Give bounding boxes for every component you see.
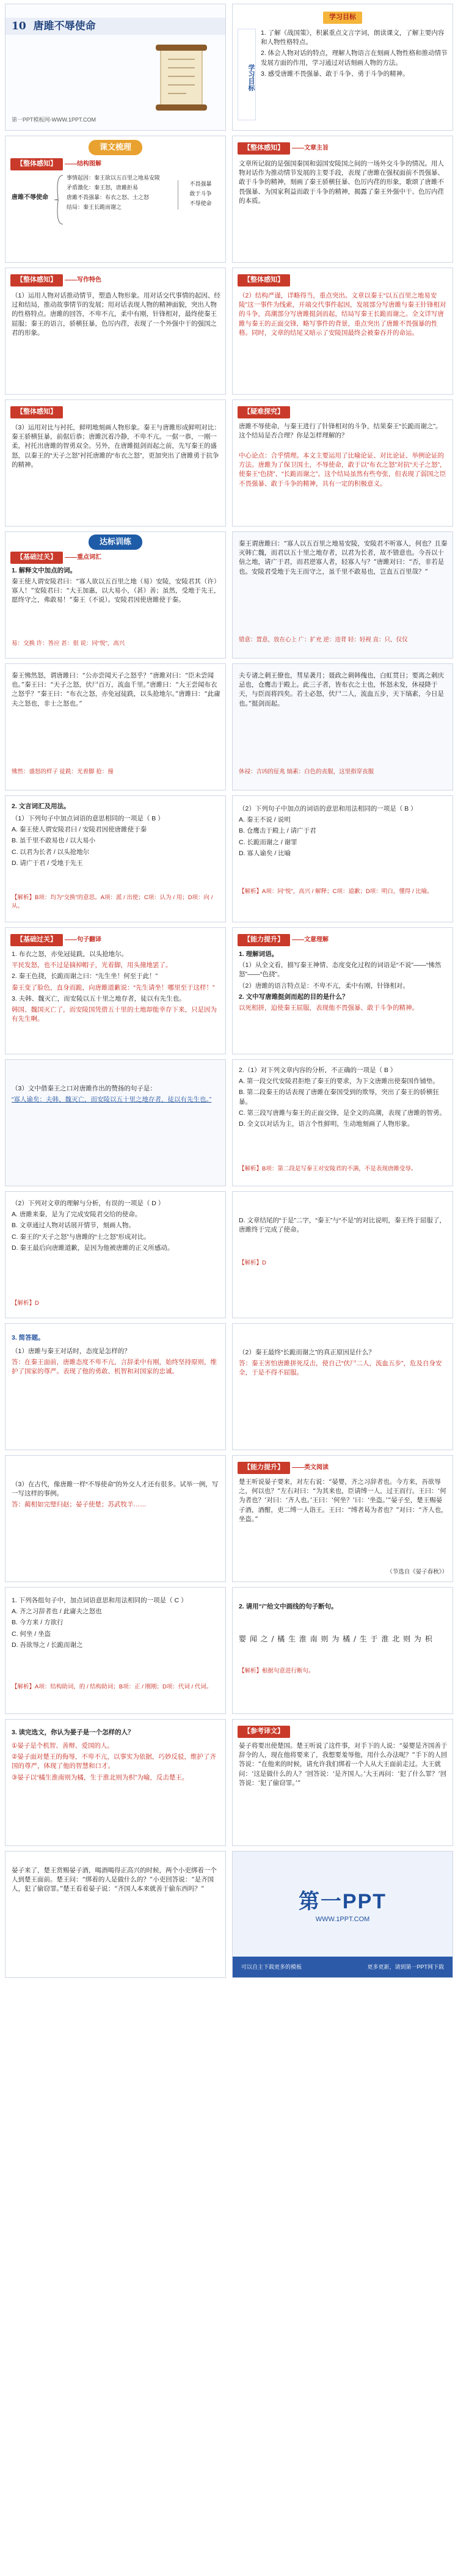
scroll-icon: [150, 41, 213, 114]
sentence-break: 婴 闻 之 / 橘 生 淮 南 则 为 橘 / 生 于 淮 北 则 为 枳: [239, 1635, 433, 1643]
choice-option: D. 请广于君 / 受地于先王: [12, 859, 83, 867]
choice-option: C. 秦王的“天子之怒”与唐雎的“士之怒”形成对比。: [12, 1233, 150, 1241]
end-footer: [233, 1957, 453, 1977]
answer-text: ③晏子以“橘生淮南则为橘，生于淮北则为枳”为喻，反击楚王。: [12, 1773, 189, 1781]
lesson-title: 唐雎不辱使命: [33, 20, 96, 32]
slide-vocab-2: [232, 531, 453, 659]
choice-list: [239, 1066, 448, 1131]
slide-translation: [5, 927, 226, 1054]
section-tag: 【整体感知】: [10, 158, 63, 170]
quoted-sentence: “寡人谕矣：夫韩、魏灭亡，而安陵以五十里之地存者，徒以有先生也。”: [12, 1096, 212, 1104]
scroll-illustration: [150, 41, 213, 114]
choice-option: B. 第二段秦王的话表现了唐雎在秦国受到的欺辱，突出了秦王的骄横狂暴。: [239, 1089, 439, 1106]
slide-vocab-3: [5, 663, 226, 790]
translation-list: [12, 950, 220, 1026]
structure-branch: 事情起因：秦王欲以五百里之地易安陵: [67, 175, 161, 181]
choice-option: A. 第一段交代安陵君拒绝了秦王的要求，为下文唐雎出使秦国作铺垫。: [239, 1078, 439, 1085]
choice-option: B. 仓鹰击于殿上 / 请广于君: [239, 827, 316, 835]
translated-sentence: 平民发怒，也不过是摘掉帽子，光着脚，用头撞地罢了。: [12, 961, 172, 969]
answer-text: 答：秦王害怕唐雎拼死反击，使自己“伏尸二人，流血五步”，危及自身安全，于是不得不屈服。: [239, 1360, 442, 1377]
choice-option: D. 吾欲辱之 / 长跪而谢之: [12, 1641, 83, 1649]
slide-comprehension-3: [232, 1059, 453, 1186]
structure-label: 敢于斗争: [189, 191, 212, 197]
slide-vocab-1: [5, 531, 226, 659]
objective-item: 1. 了解《战国策》，积累重点文言字词，朗读课文，了解主要内容和人物性格特点。: [261, 29, 445, 46]
passage-text: 秦王谓唐雎曰：“寡人以五百里之地易安陵，安陵君不听寡人，何也？且秦灭韩亡魏，而君以五十里之地存者，以君为长者，故不错意也。今吾以十倍之地，请广于君，而君逆寡人者，轻寡人与？”唐雎对曰：“否，非若是也。安陵君受地于先王而守之，虽千里不敢易也，岂直五百里哉？”: [239, 540, 448, 575]
inquiry-answer: 中心论点：合乎情理。本文主要运用了比喻论证、对比论证、举例论证的方法。唐雎为了保卫国土，不辱使命，敢于以“布衣之怒”对抗“天子之怒”，使秦王“色挠”、“长跪而谢之”。这个结局虽然有些夸张，但表现了弱国之臣不畏强暴、敢于斗争的精神，具有一定的积极意义。: [239, 452, 446, 487]
choice-option: A. 唐雎来秦，是为了完成安陵君交给的使命。: [12, 1211, 142, 1219]
answer-analysis: 【解析】D: [12, 1300, 39, 1307]
short-answer-list: [239, 1348, 448, 1380]
slide-translation-ref-1: [232, 1719, 453, 1846]
objectives-side-label: 学习目标: [238, 29, 256, 120]
answer-text: 答：在秦王面前，唐雎态度不卑不亢，言辞柔中有刚，始终坚持原则，维护了国家的尊严。表现了他的勇敢、机智和对国家的忠诚。: [12, 1359, 217, 1376]
choice-list: [12, 1199, 220, 1255]
slide-reading-q1: [5, 1587, 226, 1714]
structure-label: 不畏强暴: [189, 181, 212, 187]
passage-text: 秦王使人谓安陵君曰：“寡人欲以五百里之地（易）安陵，安陵君其（许）寡人！”安陵君曰：“大王加惠，以大易小，（甚）善；虽然，受地于先王，愿终守之，弗敢易！”秦王（不说）。安陵君因使唐雎使于秦。: [12, 578, 220, 604]
slide-usage-2: [232, 795, 453, 922]
choice-option: A. 齐之习辞者也 / 此庸夫之怒也: [12, 1608, 102, 1616]
choice-list: [239, 805, 448, 860]
section-subtitle: ——写作特色: [65, 277, 102, 283]
choice-option: A. 秦王不说 / 说明: [239, 816, 291, 824]
section-subtitle: ——类文阅读: [292, 1464, 329, 1471]
question-item: （2）唐雎的语言特点是：不卑不亢，柔中有刚，针锋相对。: [239, 982, 409, 990]
theme-text: 文章所记叙的是强国秦国和弱国安陵国之间的一场外交斗争的情况。用人物对话作为推动情节发展的主要手段，表现了唐雎在强权面前不畏强暴、敢于斗争的精神，刻画了秦王骄横狂暴、色厉内荏的形象，歌颂了唐雎不畏强暴、为国家利益而敢于斗争的精神，揭露了秦王外强中干、色厉内荏的本质。: [239, 160, 444, 205]
slide-title: [5, 4, 226, 131]
question-stem: （2）下列对文章的理解与分析，有误的一项是（ D ）: [12, 1200, 165, 1207]
choice-option: C. 长跪而谢之 / 谢罪: [239, 838, 297, 846]
question-label: 2. 文言词汇及用法。: [12, 803, 70, 810]
slide-comprehension-2: [5, 1059, 226, 1186]
structure-branch: 唐雎不畏强暴：布衣之怒、士之怒: [67, 194, 150, 201]
brand-url: WWW.1PPT.COM: [315, 1916, 370, 1923]
section-subtitle: ——重点词汇: [65, 554, 102, 561]
answer-analysis: 【解析】B项：第二段是写秦王对安陵君的不满，不是表现唐雎受辱。: [239, 1166, 417, 1172]
structure-branches: [67, 174, 170, 213]
choice-option: A. 秦王使人谓安陵君曰 / 安陵君因使唐雎使于秦: [12, 826, 147, 834]
section-tag: 【参考译文】: [238, 1726, 290, 1738]
slide-vocab-4: [232, 663, 453, 790]
section-subtitle: ——结构图解: [65, 161, 102, 167]
features-text: （2）结构严谨，详略得当，重点突出。文章以秦王“以五百里之地易安陵”这一事件为线索，开端交代事件起因，发展部分写唐雎与秦王针锋相对的斗争，高潮部分写唐雎挺剑而起，结局写秦王长跪而谢之。全文详写唐雎与秦王的正面交锋，略写事件的背景，重点突出了唐雎不畏强暴的性格。同时，文章的结尾又暗示了安陵国最终会被秦吞并的命运。: [239, 292, 446, 337]
features-text: （3）运用对比与衬托，鲜明地刻画人物形象。秦王与唐雎形成鲜明对比：秦王骄横狂暴，前倨后恭；唐雎沉着冷静，不卑不亢。一倨一恭，一刚一柔，衬托出唐雎的智勇双全。另外，在唐雎挺剑而起之前，先写秦王的盛怒，以秦王的“天子之怒”衬托唐雎的“布衣之怒”，更加突出了唐雎勇于抗争的精神。: [12, 424, 220, 469]
section-subtitle: ——文章主旨: [292, 145, 329, 151]
question-label: 2. 请用“/”给文中画线的句子断句。: [239, 1603, 338, 1610]
section-banner: 课文梳理: [89, 140, 142, 155]
passage-text: 夫专诸之刺王僚也，彗星袭月；聂政之刺韩傀也，白虹贯日；要离之刺庆忌也，仓鹰击于殿上。此三子者，皆布衣之士也，怀怒未发，休祲降于天，与臣而将四矣。若士必怒，伏尸二人，流血五步，天下缟素，今日是也。”挺剑而起。: [239, 672, 444, 707]
objective-item: 3. 感受唐雎不畏强暴、敢于斗争、勇于斗争的精神。: [261, 70, 409, 78]
footer-note-left: 可以自主下载更多的模板: [241, 1964, 302, 1970]
slide-short-answer-1: [5, 1323, 226, 1450]
lesson-heading: [12, 19, 96, 34]
comprehension-list: [239, 950, 448, 1015]
answer-analysis: 【解析】根据句意进行断句。: [239, 1668, 314, 1674]
choice-option: D. 秦王最后向唐雎道歉，是因为他被唐雎的正义所感动。: [12, 1244, 174, 1252]
vocab-notes: 怫然：盛怒的样子 徒跣：光着脚 抢：撞: [12, 768, 114, 775]
slide-comprehension-5: [232, 1191, 453, 1318]
section-tag: 【疑难探究】: [238, 406, 290, 418]
question-item: （3）在古代，像唐雎一样“不辱使命”的外交人才还有很多。试举一例，写一写这样的事例。: [12, 1481, 219, 1498]
answer-analysis: 【解析】A项：同“悦”，高兴 / 解释；C项：道歉；D项：明白，懂得 / 比喻。: [239, 888, 433, 895]
structure-label: 不辱使命: [189, 200, 212, 207]
slide-features-3: [5, 400, 226, 527]
slide-usage-1: [5, 795, 226, 922]
question-label: 3. 简答题。: [12, 1334, 45, 1341]
structure-branch: 矛盾激化：秦王怒，唐雎拒易: [67, 184, 139, 191]
slide-footer: 第一PPT模板网-WWW.1PPT.COM: [12, 116, 96, 123]
section-tag: 【整体感知】: [10, 274, 63, 286]
section-banner: 达标训练: [89, 535, 142, 550]
answer-list: [12, 1742, 220, 1784]
structure-brace: [53, 174, 65, 225]
slide-comprehension-4: [5, 1191, 226, 1318]
translated-sentence: 韩国、魏国灭亡了，而安陵国凭借五十里的土地却能幸存下来，只是因为有先生啊。: [12, 1006, 217, 1023]
choice-option: B. 虽千里不敢易也 / 以大易小: [12, 837, 96, 845]
choice-option: C. 何坐 / 坐盗: [12, 1630, 51, 1638]
question-stem: （2）下列句子中加点的词语的意思和用法相同的一项是（ B ）: [239, 805, 417, 812]
choice-option: B. 今方来 / 方欲行: [12, 1619, 64, 1627]
section-tag: 【整体感知】: [10, 406, 63, 418]
footer-note-right: 更多更新，请到第一PPT网下载: [367, 1964, 444, 1970]
question-item: （2）秦王最终“长跪而谢之”的真正原因是什么？: [239, 1349, 375, 1356]
question-label: 1. 解释文中加点的词。: [12, 567, 77, 574]
question-item: （1）唐雎与秦王对话时，态度是怎样的？: [12, 1348, 131, 1355]
choice-option: B. 文章通过人物对话展开情节，刻画人物。: [12, 1222, 135, 1230]
vocab-notes: 休祲：吉凶的征兆 缟素：白色的丧服，这里指穿丧服: [239, 768, 374, 775]
question-stem: 2.（1）对下列文章内容的分析，不正确的一项是（ B ）: [239, 1067, 397, 1074]
slide-features-2: [232, 268, 453, 395]
objective-item: 2. 体会人物对话的特点，理解人物语言在刻画人物性格和推动情节发展方面的作用，学习通过对话刻画人物的方法。: [261, 49, 448, 67]
translation-text: 晏子将要出使楚国。楚王听说了这件事，对手下的人说：“晏婴是齐国善于辞令的人，现在他将要来了，我想要羞辱他，用什么办法呢？”手下的人回答说：“在他来的时候，请允许我们绑着一个人从大王面前走过。大王就问：‘这是做什么的人？’回答说：‘是齐国人。’大王再问：‘犯了什么罪？’回答说：‘犯了偷窃罪。’”: [239, 1742, 448, 1787]
slide-structure: [5, 136, 226, 263]
vocab-notes: 易：交换 许：答应 甚：很 说：同“悦”，高兴: [12, 640, 125, 647]
passage-text: 楚王听说晏子要来，对左右说：“晏婴，齐之习辞者也。今方来，吾欲辱之，何以也？”左右对曰：“为其来也，臣请缚一人，过王而行。王曰：‘何为者也？’对曰：‘齐人也。’王曰：‘何坐？’曰：‘坐盗。’”晏子至，楚王赐晏子酒，酒酣，吏二缚一人诣王。王曰：“缚者曷为者也？”对曰：“齐人也，坐盗。”: [239, 1478, 448, 1523]
section-tag: 【能力提升】: [238, 934, 290, 946]
choice-option: C. 第三段写唐雎与秦王的正面交锋，是全文的高潮，表现了唐雎的智勇。: [239, 1109, 446, 1117]
passage-source: （节选自《晏子春秋》）: [387, 1569, 448, 1575]
slide-translation-ref-2: [5, 1851, 226, 1978]
choice-list: [12, 1596, 220, 1652]
section-tag: 【基础过关】: [10, 552, 63, 564]
choice-option: C. 以君为长者 / 以头抢地尔: [12, 848, 90, 856]
section-tag: 【整体感知】: [238, 274, 290, 286]
question-item: （1）从全文看，描写秦王神情、态度变化过程的词语是“不说”——“怫然怒”——“色挠”。: [239, 961, 442, 979]
choice-list: [12, 814, 220, 870]
objectives-list: [261, 29, 448, 81]
structure-right-labels: [178, 180, 220, 210]
source-sentence: 3. 夫韩、魏灭亡，而安陵以五十里之地存者，徒以有先生也。: [12, 994, 186, 1002]
objectives-tag: 学习目标: [323, 12, 362, 24]
short-answer-list: [12, 1480, 220, 1512]
answer-analysis: 【解析】B项：均为“交换”的意思。A项：派 / 出使；C项：认为 / 用；D项：向 / 从。: [12, 894, 213, 910]
brand-logo: 第一PPT: [298, 1890, 387, 1913]
slide-comprehension-1: [232, 927, 453, 1054]
answer-text: 以死相拼，迫使秦王屈服，表现他不畏强暴、敢于斗争的精神。: [239, 1004, 418, 1012]
section-subtitle: ——句子翻译: [65, 936, 102, 943]
question-item: （3）文中借秦王之口对唐雎作出的赞扬的句子是：: [12, 1085, 156, 1092]
question-label: 2. 文中写唐雎挺剑而起的目的是什么？: [239, 993, 349, 1001]
comprehension-list: [12, 1084, 220, 1106]
section-subtitle: ——文意理解: [292, 936, 329, 943]
slide-reading-q2: [232, 1587, 453, 1714]
source-sentence: 2. 秦王色挠，长跪而谢之曰：“先生坐！何至于此！”: [12, 972, 158, 980]
short-answer-list: [12, 1347, 220, 1379]
structure-branch: 结局：秦王长跪而谢之: [67, 204, 122, 211]
answer-analysis: 【解析】D: [239, 1260, 266, 1266]
answer-text: ①晏子是个机智、善辩、爱国的人。: [12, 1742, 114, 1750]
slide-reading-q3: [5, 1719, 226, 1846]
slide-short-answer-3: [5, 1455, 226, 1582]
lesson-number: 10: [12, 20, 26, 32]
question-label: 1. 理解词语。: [239, 950, 278, 958]
choice-option: D. 寡人谕矣 / 比喻: [239, 849, 291, 857]
choice-option: D. 文章结尾的“于是”二字，“秦王”与“不是”的对比说明，秦王终于屈服了，唐雎终于完成了使命。: [239, 1217, 446, 1234]
section-tag: 【能力提升】: [238, 1462, 290, 1474]
answer-text: 答：蔺相如完璧归赵；晏子使楚；苏武牧羊……: [12, 1501, 147, 1509]
answer-text: ②晏子面对楚王的侮辱，不卑不亢，以事实为依据，巧妙反驳，维护了齐国的尊严，体现了他的智慧和口才。: [12, 1753, 216, 1770]
source-sentence: 1. 布衣之怒，亦免冠徒跣，以头抢地尔。: [12, 950, 128, 958]
passage-text: 秦王怫然怒，谓唐雎曰：“公亦尝闻天子之怒乎？”唐雎对曰：“臣未尝闻也。”秦王曰：“天子之怒，伏尸百万，流血千里。”唐雎曰：“大王尝闻布衣之怒乎？”秦王曰：“布衣之怒，亦免冠徒跣，以头抢地尔。”唐雎曰：“此庸夫之怒也，非士之怒也。”: [12, 672, 220, 707]
question-stem: 1. 下列各组句子中，加点词语意思和用法相同的一项是（ C ）: [12, 1597, 187, 1604]
answer-analysis: 【解析】A项：结构助词，的 / 结构助词；B项：正 / 刚刚；D项：代词 / 代词。: [12, 1684, 213, 1690]
choice-option: D. 全文以对话为主，语言个性鲜明，生动地刻画了人物形象。: [239, 1120, 414, 1128]
features-text: （1）运用人物对话推动情节，塑造人物形象。用对话交代事情的起因、经过和结局，推动故事情节的发展；用对话表现人物的精神面貌，突出人物的性格特点。唐雎的回答，不卑不亢，柔中有刚，针锋相对，最终使秦王屈服；秦王的语言，骄横狂暴，色厉内荏，表现了一个外强中干的强国之君的形象。: [12, 292, 220, 337]
slide-features-1: [5, 268, 226, 395]
translated-sentence: 秦王变了脸色，直身而跪，向唐雎道歉说：“先生请坐！哪里至于这样！”: [12, 983, 215, 991]
slide-extended-reading: [232, 1455, 453, 1582]
section-tag: 【整体感知】: [238, 142, 290, 155]
question-stem: （1）下列句子中加点词语的意思相同的一项是（ B ）: [12, 815, 164, 822]
slide-objectives: [232, 4, 453, 131]
slide-theme: [232, 136, 453, 263]
section-tag: 【基础过关】: [10, 934, 63, 946]
translation-text: 晏子来了，楚王赏赐晏子酒，喝酒喝得正高兴的时候，两个小吏绑着一个人到楚王面前。楚王问：“绑着的人是做什么的？”小吏回答说：“是齐国人，犯了偷窃罪。”楚王看着晏子说：“齐国人本来就善于偷东西吗？”: [12, 1867, 217, 1893]
question-label: 3. 读完选文，你认为晏子是一个怎样的人？: [12, 1729, 134, 1736]
slide-inquiry: [232, 400, 453, 527]
vocab-notes: 错意：置意，放在心上 广：扩充 逆：违背 轻：轻视 直：只，仅仅: [239, 637, 408, 643]
slide-short-answer-2: [232, 1323, 453, 1450]
inquiry-question: 唐雎不辱使命，与秦王进行了针锋相对的斗争，结果秦王“长跪而谢之”。这个结局是否合理？你是怎样理解的？: [239, 423, 442, 440]
structure-root: 唐雎不辱使命: [12, 194, 48, 201]
slide-end: [232, 1851, 453, 1978]
